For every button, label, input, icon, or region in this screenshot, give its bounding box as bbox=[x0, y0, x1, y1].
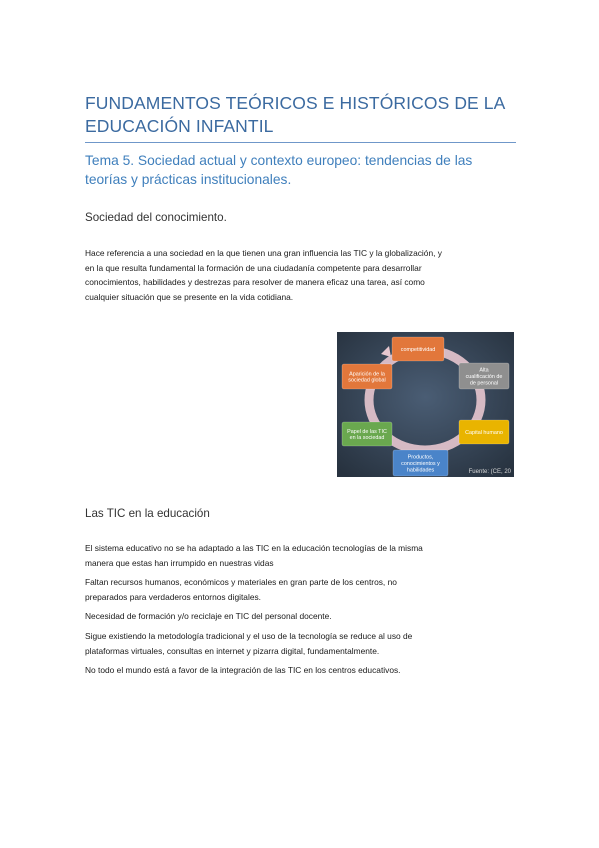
title-divider bbox=[85, 142, 516, 143]
title-line-2: EDUCACIÓN INFANTIL bbox=[85, 116, 274, 136]
cycle-box-aparicion-sociedad bbox=[342, 364, 392, 389]
cycle-box-label: Aparición de la bbox=[349, 371, 385, 378]
paragraph bbox=[85, 541, 517, 570]
section-heading-tic-educacion: Las TIC en la educación bbox=[85, 507, 210, 520]
cycle-box-label: cualificación de bbox=[465, 374, 503, 380]
paragraph bbox=[85, 609, 517, 624]
paragraph bbox=[85, 629, 517, 658]
section-heading-sociedad: Sociedad del conocimiento. bbox=[85, 211, 227, 224]
knowledge-society-cycle-figure bbox=[337, 332, 514, 477]
paragraph-line: conocimientos, habilidades y destrezas para resolver de manera eficaz una tarea, así como bbox=[85, 277, 425, 288]
paragraph-line: Necesidad de formación y/o reciclaje en TIC del personal docente. bbox=[85, 611, 332, 622]
cycle-box-capital-humano bbox=[459, 420, 509, 444]
paragraph-line: El sistema educativo no se ha adaptado a las TIC en la educación tecnologías de la misma bbox=[85, 543, 423, 553]
cycle-box-alta-cualificacion bbox=[459, 363, 509, 389]
svg-text:Aparición de lasociedad global bbox=[348, 371, 385, 383]
cycle-box-label: Alta bbox=[479, 367, 489, 374]
cycle-box-papel-tic bbox=[342, 422, 392, 446]
paragraph-line: preparados para verdaderos entornos digitales. bbox=[85, 591, 261, 602]
title-line-1: FUNDAMENTOS TEÓRICOS E HISTÓRICOS DE LA bbox=[85, 93, 506, 113]
paragraph-line: manera que estas han irrumpido en nuestras vidas bbox=[85, 557, 274, 568]
cycle-box-competitividad bbox=[392, 337, 444, 361]
section1-paragraph bbox=[85, 246, 517, 304]
paragraph-line: Sigue existiendo la metodología tradicional y el uso de la tecnología se reduce al uso de bbox=[85, 630, 413, 641]
paragraph bbox=[85, 663, 517, 678]
paragraph-line: en la que resulta fundamental la formación de una ciudadanía competente para desarrollar bbox=[85, 262, 422, 273]
cycle-box-label: competitividad bbox=[400, 347, 436, 353]
figure-credit: Fuente: (CE, 20 bbox=[468, 469, 511, 475]
cycle-box-label: Productos, bbox=[407, 454, 434, 461]
cycle-box-label: en la sociedad bbox=[349, 435, 385, 442]
paragraph-line: Hace referencia a una sociedad en la que tienen una gran influencia las TIC y la globalización, y bbox=[85, 248, 442, 258]
cycle-diagram bbox=[337, 332, 514, 477]
svg-text:Papel de las TICen la sociedad bbox=[347, 429, 387, 441]
document-subtitle bbox=[85, 151, 515, 189]
document-title bbox=[85, 92, 515, 138]
cycle-box-productos bbox=[393, 450, 448, 476]
subtitle-line-2: teorías y prácticas institucionales. bbox=[85, 172, 292, 187]
paragraph-line: No todo el mundo está a favor de la integración de las TIC en los centros educativos. bbox=[85, 665, 401, 676]
cycle-box-label: conocimientos y bbox=[401, 461, 440, 467]
paragraph-line: cualquier situación que se presente en la vida cotidiana. bbox=[85, 291, 294, 302]
svg-text:Capital humano bbox=[465, 430, 503, 436]
cycle-box-label: habilidades bbox=[406, 467, 435, 474]
paragraph bbox=[85, 575, 517, 604]
subtitle-line-1: Tema 5. Sociedad actual y contexto europeo: tendencias de las bbox=[85, 153, 473, 168]
cycle-box-label: de personal bbox=[469, 380, 499, 387]
cycle-box-label: Capital humano bbox=[465, 430, 503, 436]
cycle-box-label: Papel de las TIC bbox=[347, 428, 387, 435]
section2-paragraphs bbox=[85, 541, 517, 683]
cycle-box-label: sociedad global bbox=[348, 377, 386, 384]
svg-text:competitividad bbox=[401, 347, 435, 353]
paragraph-line: plataformas virtuales, consultas en internet y pizarra digital, fundamentalmente. bbox=[85, 645, 380, 656]
paragraph-line: Faltan recursos humanos, económicos y materiales en gran parte de los centros, no bbox=[85, 577, 397, 588]
